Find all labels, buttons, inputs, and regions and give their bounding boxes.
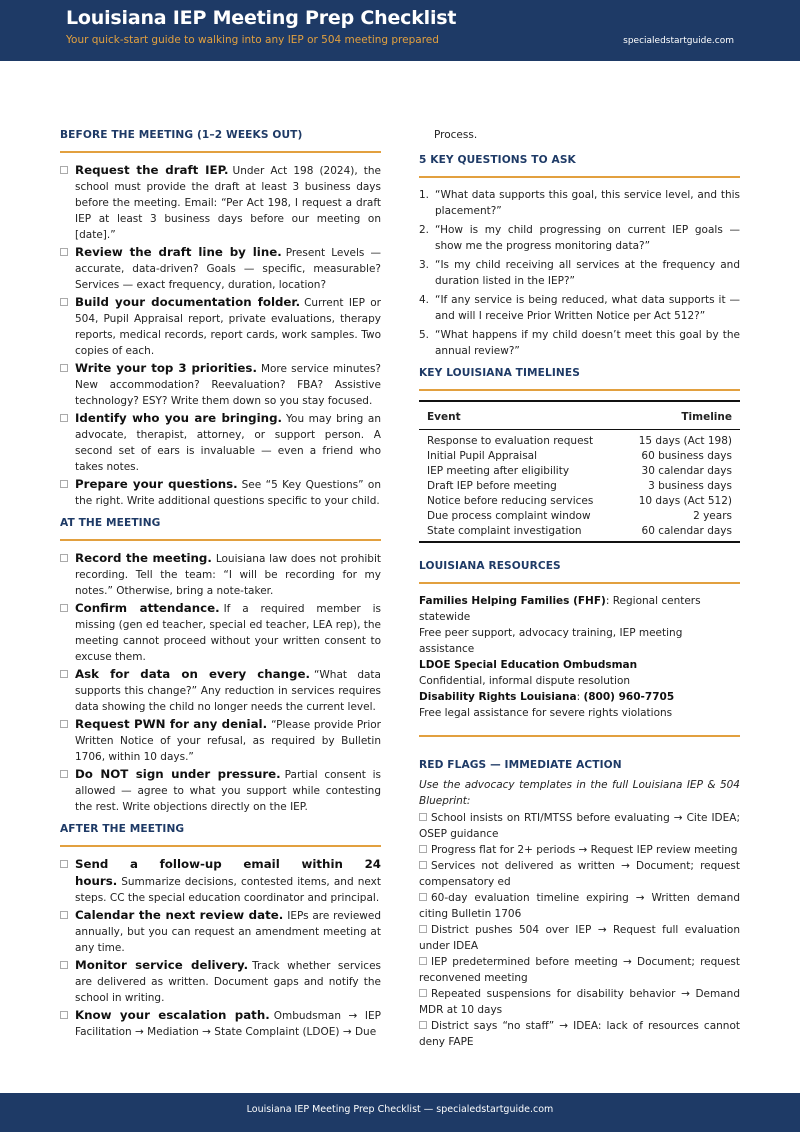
timeline-cell: 3 business days [648, 480, 732, 492]
item-lead: Identify who you are bringing. [75, 411, 282, 425]
resource-line [419, 689, 740, 705]
item-text: Under Act 198 (2024), the school must provide the draft at least 3 business days before the meeting. Email: “Per Act 198, I request a draft IEP at least 3 business days before our meeting on [date].” [75, 165, 382, 241]
item-text: If a required member is missing (gen ed teacher, special ed teacher, LEA rep), the meeting cannot proceed without your written consent to excuse them. [75, 603, 381, 663]
resource-phone[interactable]: (800) 960-7705 [583, 691, 675, 703]
resource-separator: : [576, 691, 584, 703]
checkbox-icon[interactable] [60, 1011, 68, 1019]
after-checklist [60, 856, 381, 1040]
red-flag-text: Progress flat for 2+ periods → Request IEP review meeting [431, 844, 738, 856]
event-cell: IEP meeting after eligibility [427, 465, 570, 477]
event-cell: Initial Pupil Appraisal [427, 450, 538, 462]
question-number: 5. [419, 329, 430, 341]
item-text: You may bring an advocate, therapist, attorney, or support person. A second set of ears is invaluable — even a friend who takes notes. [75, 413, 381, 473]
red-flag-text: Repeated suspensions for disability behavior → Demand MDR at 10 days [419, 988, 740, 1016]
checklist-item [60, 856, 381, 906]
page-header [0, 0, 800, 61]
item-lead: Know your escalation path. [75, 1008, 270, 1022]
section-divider [419, 389, 740, 391]
red-flag-text: IEP predetermined before meeting → Document; request reconvened meeting [419, 956, 740, 984]
checklist-item [60, 476, 381, 509]
question-item [419, 257, 740, 289]
resource-description: Confidential, informal dispute resolution [419, 675, 631, 687]
checkbox-icon[interactable] [60, 166, 68, 174]
checkbox-icon[interactable] [60, 480, 68, 488]
item-lead: Request PWN for any denial. [75, 717, 268, 731]
section-heading-timelines: KEY LOUISIANA TIMELINES [419, 367, 580, 379]
checkbox-icon[interactable] [419, 925, 427, 933]
timeline-cell: 60 business days [641, 450, 732, 462]
continued-text: Process. [434, 129, 478, 141]
event-cell: Due process complaint window [427, 510, 591, 522]
checkbox-icon[interactable] [60, 364, 68, 372]
item-lead: Write your top 3 priorities. [75, 361, 257, 375]
checklist-item [60, 766, 381, 815]
checklist-item [60, 244, 381, 293]
resource-description: Free legal assistance for severe rights violations [419, 707, 673, 719]
red-flags-list [419, 777, 740, 1050]
checkbox-icon[interactable] [60, 720, 68, 728]
question-number: 4. [419, 294, 430, 306]
item-text: Current IEP or 504, Pupil Appraisal report, private evaluations, therapy reports, medical records, report cards, work samples. Two copies of each. [75, 297, 382, 357]
checkbox-icon[interactable] [419, 845, 427, 853]
section-divider [419, 735, 740, 737]
question-item [419, 222, 740, 254]
item-lead: Monitor service delivery. [75, 958, 249, 972]
item-lead: Do NOT sign under pressure. [75, 767, 281, 781]
checkbox-icon[interactable] [60, 414, 68, 422]
section-divider [419, 582, 740, 584]
checklist-item [60, 550, 381, 599]
checklist-item [60, 716, 381, 765]
timeline-cell: 10 days (Act 512) [638, 495, 732, 507]
right-column [419, 127, 740, 1050]
section-divider [60, 845, 381, 847]
checkbox-icon[interactable] [60, 604, 68, 612]
item-lead: Ask for data on every change. [75, 667, 310, 681]
event-cell: Draft IEP before meeting [427, 480, 557, 492]
item-lead: Record the meeting. [75, 551, 212, 565]
checkbox-icon[interactable] [419, 1021, 427, 1029]
item-text: “What data supports this change?” Any reduction in services requires data showing the child no longer needs the current level. [75, 669, 381, 713]
page-title: Louisiana IEP Meeting Prep Checklist [66, 7, 457, 29]
section-heading-questions: 5 KEY QUESTIONS TO ASK [419, 154, 576, 166]
red-flag-item [419, 890, 740, 922]
section-divider [60, 539, 381, 541]
left-column [60, 127, 381, 1041]
question-text: “Is my child receiving all services at the frequency and duration listed in the IEP?” [435, 259, 740, 287]
before-checklist [60, 162, 381, 509]
item-lead: Prepare your questions. [75, 477, 238, 491]
resource-name: Families Helping Families (FHF) [419, 595, 606, 607]
resource-name: LDOE Special Education Ombudsman [419, 659, 638, 671]
red-flag-item [419, 858, 740, 890]
event-cell: State complaint investigation [419, 524, 620, 542]
item-text: Present Levels — accurate, data-driven? Goals — specific, measurable? Services — exact frequency, duration, location? [75, 247, 381, 291]
event-cell: Response to evaluation request [427, 435, 594, 447]
table-header-row [419, 401, 740, 430]
checkbox-icon[interactable] [60, 248, 68, 256]
section-heading-at: AT THE MEETING [60, 517, 161, 529]
section-heading-after: AFTER THE MEETING [60, 823, 185, 835]
at-checklist [60, 550, 381, 815]
checklist-item [60, 294, 381, 359]
item-text: IEPs are reviewed annually, but you can request an amendment meeting at any time. [75, 910, 381, 954]
item-lead: Calendar the next review date. [75, 908, 284, 922]
red-flag-text: 60-day evaluation timeline expiring → Written demand citing Bulletin 1706 [419, 892, 740, 920]
checkbox-icon[interactable] [419, 957, 427, 965]
red-flag-text: School insists on RTI/MTSS before evaluating → Cite IDEA; OSEP guidance [419, 812, 740, 840]
checkbox-icon[interactable] [60, 298, 68, 306]
question-item [419, 292, 740, 324]
section-divider [60, 151, 381, 153]
checkbox-icon[interactable] [60, 670, 68, 678]
checklist-item [60, 907, 381, 956]
table-row [419, 509, 740, 524]
red-flag-text: District pushes 504 over IEP → Request full evaluation under IDEA [419, 924, 740, 952]
item-lead: Confirm attendance. [75, 601, 220, 615]
table-row [419, 430, 740, 450]
item-lead: Request the draft IEP. [75, 163, 229, 177]
resource-description: Free peer support, advocacy training, IEP meeting assistance [419, 627, 683, 655]
question-text: “What happens if my child doesn’t meet this goal by the annual review?” [435, 329, 740, 357]
question-text: “If any service is being reduced, what data supports it — and will I receive Prior Written Notice per Act 512?” [435, 294, 740, 322]
column-header-event: Event [419, 401, 620, 430]
resource-line [419, 593, 740, 625]
red-flag-text: Services not delivered as written → Document; request compensatory ed [419, 860, 740, 888]
checklist-item [60, 600, 381, 665]
site-url[interactable]: specialedstartguide.com [623, 36, 734, 46]
checklist-item [60, 1007, 381, 1040]
event-cell: Notice before reducing services [427, 495, 594, 507]
red-flag-text: District says “no staff” → IDEA: lack of resources cannot deny FAPE [419, 1020, 740, 1048]
resource-line [419, 657, 740, 673]
red-flag-item [419, 922, 740, 954]
checkbox-icon[interactable] [419, 813, 427, 821]
checklist-item [60, 410, 381, 475]
table-row [419, 479, 740, 494]
red-flag-item [419, 810, 740, 842]
checkbox-icon[interactable] [419, 861, 427, 869]
resource-name: Disability Rights Louisiana [419, 691, 577, 703]
item-text: Track whether services are delivered as written. Document gaps and notify the school in writing. [75, 960, 381, 1004]
timeline-cell: 60 calendar days [620, 524, 740, 542]
question-number: 3. [419, 259, 430, 271]
checkbox-icon[interactable] [419, 893, 427, 901]
red-flag-item [419, 954, 740, 986]
section-heading-red-flags: RED FLAGS — IMMEDIATE ACTION [419, 759, 622, 771]
question-number: 1. [419, 189, 430, 201]
checklist-item [60, 360, 381, 409]
checkbox-icon[interactable] [60, 961, 68, 969]
question-text: “How is my child progressing on current IEP goals — show me the progress monitoring data?” [435, 224, 740, 252]
item-lead: Send a follow-up email within 24 hours. [75, 857, 381, 888]
resource-tail: : Regional centers statewide [419, 595, 701, 623]
item-text: More service minutes? New accommodation? Reevaluation? FBA? Assistive technology? ESY? Write them down so you stay focused. [75, 363, 381, 407]
item-text: See “5 Key Questions” on the right. Write additional questions specific to your child. [75, 479, 382, 507]
item-text: Ombudsman → IEP Facilitation → Mediation → State Complaint (LDOE) → Due [75, 1010, 381, 1038]
table-row [419, 494, 740, 509]
red-flags-intro: Use the advocacy templates in the full Louisiana IEP & 504 Blueprint: [419, 779, 740, 807]
item-lead: Review the draft line by line. [75, 245, 282, 259]
question-item [419, 187, 740, 219]
checklist-item [60, 666, 381, 715]
column-header-timeline: Timeline [620, 401, 740, 430]
table-row [419, 449, 740, 464]
checkbox-icon[interactable] [419, 989, 427, 997]
item-lead: Build your documentation folder. [75, 295, 301, 309]
page-subtitle: Your quick-start guide to walking into any IEP or 504 meeting prepared [66, 34, 439, 46]
timeline-cell: 15 days (Act 198) [638, 435, 732, 447]
question-text: “What data supports this goal, this service level, and this placement?” [435, 189, 740, 217]
checkbox-icon[interactable] [60, 911, 68, 919]
item-text: Partial consent is allowed — agree to what you support while contesting the rest. Write objections directly on the IEP. [75, 769, 381, 813]
table-row [419, 524, 740, 542]
red-flag-item [419, 1018, 740, 1050]
page-footer [0, 1093, 800, 1132]
section-divider [419, 176, 740, 178]
red-flag-item [419, 842, 740, 858]
item-text: “Please provide Prior Written Notice of your refusal, as required by Bulletin 1706, within 10 days.” [75, 719, 381, 763]
section-heading-before: BEFORE THE MEETING (1–2 WEEKS OUT) [60, 129, 303, 141]
checkbox-icon[interactable] [60, 770, 68, 778]
checklist-item [60, 162, 381, 243]
table-row [419, 464, 740, 479]
timeline-cell: 30 calendar days [641, 465, 732, 477]
checkbox-icon[interactable] [60, 554, 68, 562]
red-flag-item [419, 986, 740, 1018]
footer-text: Louisiana IEP Meeting Prep Checklist — specialedstartguide.com [246, 1104, 554, 1115]
checklist-item [60, 957, 381, 1006]
item-text: Summarize decisions, contested items, and next steps. CC the special education coordinator and principal. [75, 876, 381, 904]
question-item [419, 327, 740, 359]
checkbox-icon[interactable] [60, 860, 68, 868]
section-heading-resources: LOUISIANA RESOURCES [419, 560, 561, 572]
resources-list [419, 593, 740, 721]
timeline-cell: 2 years [693, 510, 732, 522]
timelines-table [419, 400, 740, 543]
questions-list [419, 187, 740, 359]
question-number: 2. [419, 224, 430, 236]
item-text: Louisiana law does not prohibit recording. Tell the team: “I will be recording for my notes.” Otherwise, bring a note-taker. [75, 553, 381, 597]
